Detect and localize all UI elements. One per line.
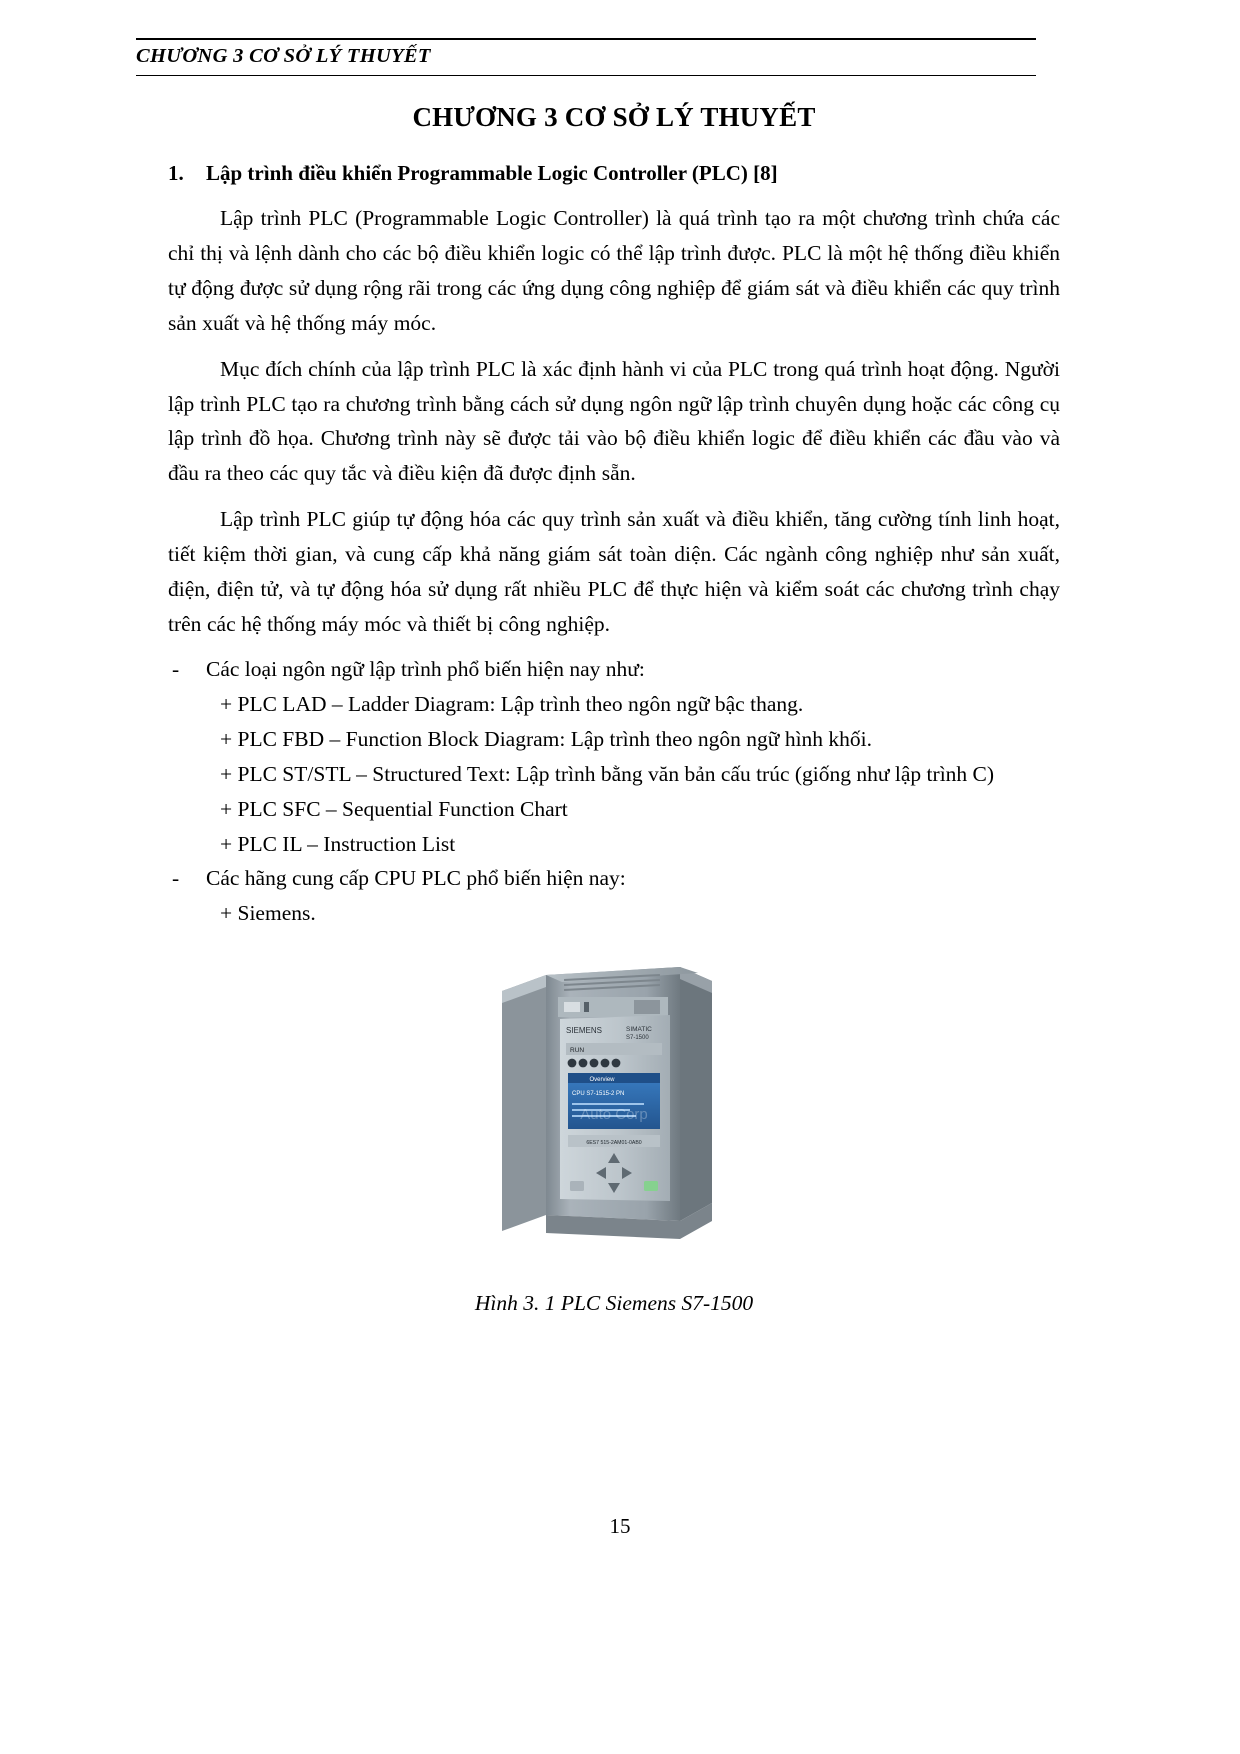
page-number: 15 — [609, 1514, 631, 1538]
sub-item-plc-st-stl: + PLC ST/STL – Structured Text: Lập trình bằng văn bản cấu trúc (giống như lập trình C) — [220, 761, 995, 786]
sub-item-plc-lad: + PLC LAD – Ladder Diagram: Lập trình theo ngôn ngữ bậc thang. — [220, 692, 804, 717]
plc-softkey-right[interactable] — [644, 1181, 658, 1191]
figure-block — [168, 953, 1060, 1318]
page-content — [168, 100, 1060, 1318]
paragraph-3: Lập trình PLC giúp tự động hóa các quy trình sản xuất và điều khiển, tăng cường tính linh hoạt, tiết kiệm thời gian, và cung cấp khả năng giám sát toàn diện. Các ngành công nghiệp như sản xuất, điện, điện tử, và tự động hóa sử dụng rất nhiều PLC để thực hiện và kiểm soát các chương trình chạy trên các hệ thống máy móc và thiết bị công nghiệp. — [168, 507, 1060, 636]
sub-item-plc-il: + PLC IL – Instruction List — [220, 831, 456, 856]
running-header — [136, 38, 1036, 76]
paragraph-2: Mục đích chính của lập trình PLC là xác định hành vi của PLC trong quá trình hoạt động. Người lập trình PLC tạo ra chương trình bằng cách sử dụng ngôn ngữ lập trình chuyên dụng hoặc các công cụ lập trình đồ họa. Chương trình này sẽ được tải vào bộ điều khiển logic để điều khiển các đầu vào và đầu ra theo các quy tắc và điều kiện đã được định sẵn. — [168, 356, 1060, 486]
plc-brand-label: SIEMENS — [566, 1026, 603, 1035]
plc-softkey-left[interactable] — [570, 1181, 584, 1191]
header-rule-bottom — [136, 75, 1036, 76]
plc-run-label: RUN — [570, 1047, 585, 1054]
plc-port-b — [634, 1000, 660, 1014]
plc-screen-title: Overview — [589, 1077, 615, 1083]
plc-device-image — [484, 953, 744, 1253]
plc-family-label: SIMATIC — [626, 1026, 652, 1033]
plc-port-a — [584, 1002, 589, 1012]
plc-watermark: Auto Corp — [580, 1106, 648, 1123]
section-heading — [168, 159, 1060, 187]
plc-cpu-label: CPU S7-1515-2 PN — [572, 1091, 625, 1097]
paragraph-1: Lập trình PLC (Programmable Logic Controller) là quá trình tạo ra một chương trình chứa các chỉ thị và lệnh dành cho các bộ điều khiển logic có thể lập trình được. PLC là một hệ thống điều khiển tự động được sử dụng rộng rãi trong các ứng dụng công nghiệp để giám sát và điều khiển các quy trình sản xuất và hệ thống máy móc. — [168, 206, 1060, 335]
dash-bullet: - — [172, 866, 180, 891]
plc-right-face — [680, 967, 712, 1221]
section-title: Lập trình điều khiển Programmable Logic Controller (PLC) [8] — [206, 161, 778, 186]
list-item-vendors-lead — [168, 861, 1060, 896]
plc-series-label: S7-1500 — [626, 1035, 649, 1041]
sub-item-plc-sfc: + PLC SFC – Sequential Function Chart — [220, 796, 568, 821]
list-item-languages-lead — [168, 652, 1060, 687]
list-item-label: Các hãng cung cấp CPU PLC phổ biến hiện nay: — [206, 866, 626, 891]
chapter-title: CHƯƠNG 3 CƠ SỞ LÝ THUYẾT — [412, 102, 816, 132]
running-header-title: CHƯƠNG 3 CƠ SỞ LÝ THUYẾT — [136, 45, 431, 67]
sub-item-siemens: + Siemens. — [220, 901, 316, 926]
section-number: 1. — [168, 161, 184, 186]
sub-item-plc-fbd: + PLC FBD – Function Block Diagram: Lập trình theo ngôn ngữ hình khối. — [220, 727, 873, 752]
dash-bullet: - — [172, 657, 180, 682]
plc-illustration — [484, 953, 744, 1253]
plc-side-panel — [502, 975, 546, 1231]
list-item-label: Các loại ngôn ngữ lập trình phổ biến hiện nay như: — [206, 657, 645, 682]
figure-caption: Hình 3. 1 PLC Siemens S7-1500 — [474, 1291, 754, 1315]
plc-order-number: 6ES7 515-2AM01-0AB0 — [586, 1140, 642, 1146]
plc-led-block — [564, 1002, 580, 1012]
